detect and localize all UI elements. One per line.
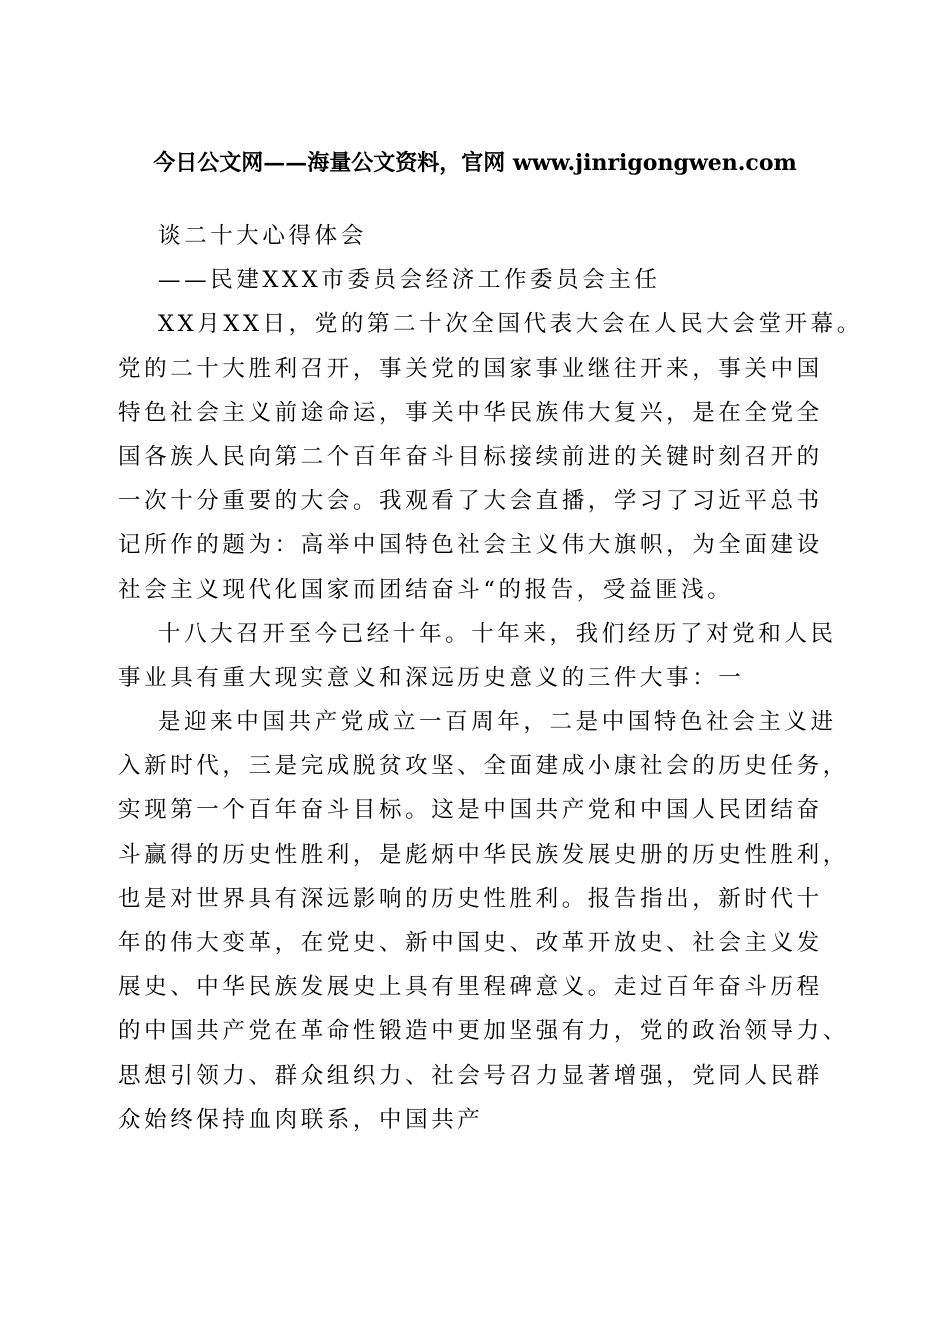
paragraph-line: 众始终保持血肉联系，中国共产 [118,1106,484,1133]
paragraph-line: 实现第一个百年奋斗目标。这是中国共产党和中国人民团结奋 [118,797,823,824]
paragraph-line: 国各族人民向第二个百年奋斗目标接续前进的关键时刻召开的 [118,443,823,470]
document-title: 谈二十大心得体会 [158,223,367,249]
paragraph-line: 也是对世界具有深远影响的历史性胜利。报告指出，新时代十 [118,885,823,912]
paragraph-line: 十八大召开至今已经十年。十年来，我们经历了对党和人民 [158,620,837,647]
paragraph-line: 社会主义现代化国家而团结奋斗“的报告，受益匪浅。 [118,576,734,603]
page-header: 今日公文网——海量公文资料，官网 www.jinrigongwen.com [153,150,797,176]
paragraph-line: 党的二十大胜利召开，事关党的国家事业继往开来，事关中国 [118,355,823,382]
paragraph-line: 是迎来中国共产党成立一百周年，二是中国特色社会主义进 [158,709,837,736]
paragraph-line: 思想引领力、群众组织力、社会号召力显著增强，党同人民群 [118,1062,823,1089]
paragraph-line: 斗赢得的历史性胜利，是彪炳中华民族发展史册的历史性胜利， [118,841,849,868]
document-byline: ——民建XXX市委员会经济工作委员会主任 [158,267,661,294]
paragraph-line: 展史、中华民族发展史上具有里程碑意义。走过百年奋斗历程 [118,974,823,1001]
paragraph-line: 一次十分重要的大会。我观看了大会直播，学习了习近平总书 [118,488,823,515]
paragraph-line: XX月XX日，党的第二十次全国代表大会在人民大会堂开幕。 [158,311,863,338]
paragraph-line: 记所作的题为：高举中国特色社会主义伟大旗帜，为全面建设 [118,532,823,559]
paragraph-line: 入新时代，三是完成脱贫攻坚、全面建成小康社会的历史任务， [118,753,849,780]
paragraph-line: 的中国共产党在革命性锻造中更加坚强有力，党的政治领导力、 [118,1018,849,1045]
paragraph-line: 事业具有重大现实意义和深远历史意义的三件大事：一 [118,664,745,691]
document-body [118,214,863,1142]
paragraph-line: 年的伟大变革，在党史、新中国史、改革开放史、社会主义发 [118,930,823,956]
paragraph-line: 特色社会主义前途命运，事关中华民族伟大复兴，是在全党全 [118,399,823,426]
